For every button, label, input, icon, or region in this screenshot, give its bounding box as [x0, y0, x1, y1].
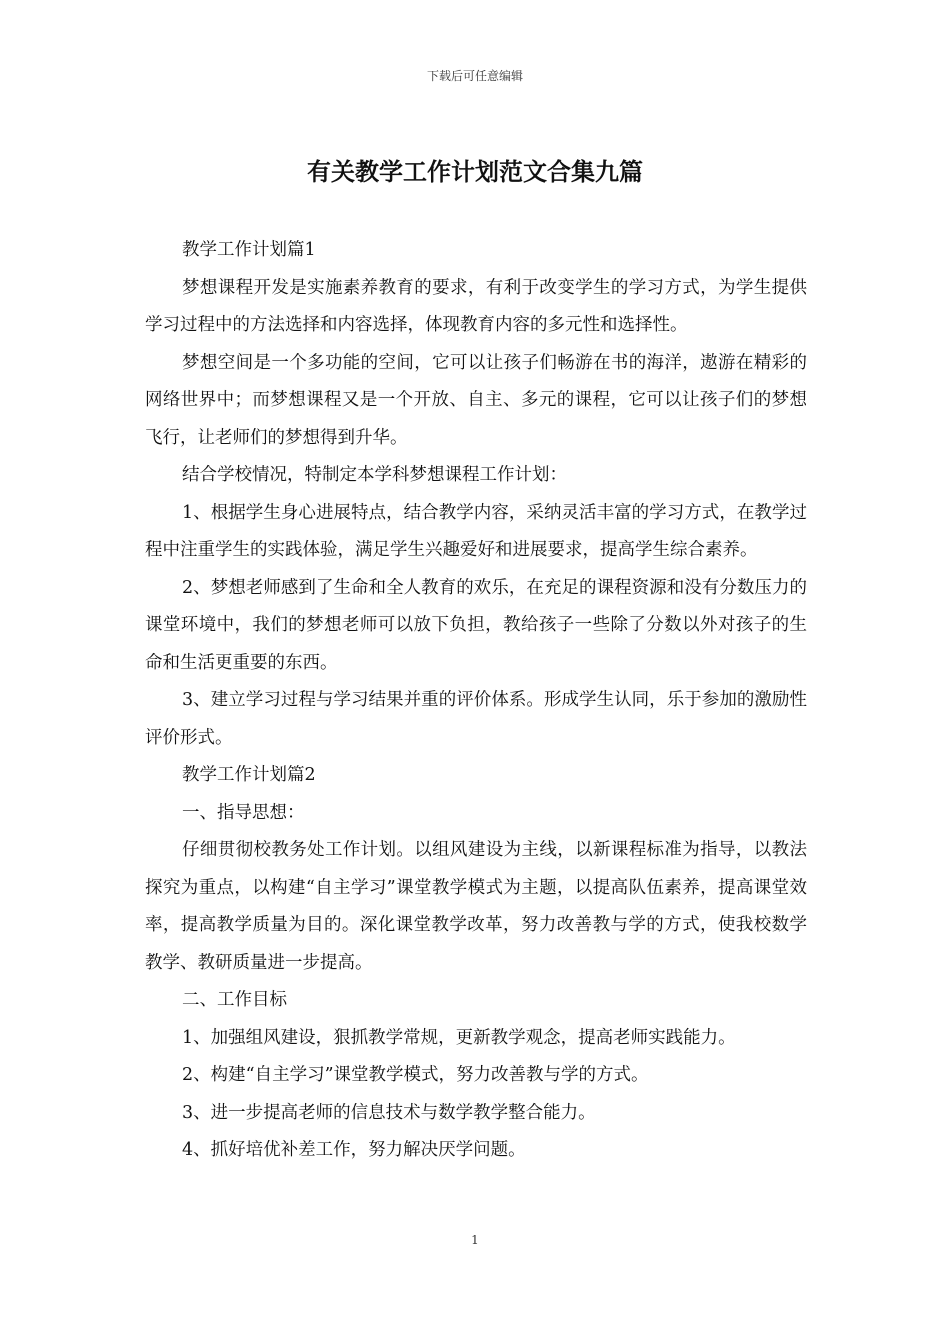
page-number: 1: [471, 1233, 479, 1247]
paragraph: 梦想空间是一个多功能的空间，它可以让孩子们畅游在书的海洋，遨游在精彩的网络世界中；而梦想课程又是一个开放、自主、多元的课程，它可以让孩子们的梦想飞行，让老师们的梦想得到升华。: [145, 352, 807, 448]
paragraph: 结合学校情况，特制定本学科梦想课程工作计划：: [182, 465, 567, 485]
list-item: 3、建立学习过程与学习结果并重的评价体系。形成学生认同，乐于参加的激励性评价形式。: [145, 690, 807, 748]
subheading: 二、工作目标: [182, 990, 287, 1010]
section-heading-2: 教学工作计划篇2: [182, 765, 316, 785]
list-item: 2、梦想老师感到了生命和全人教育的欢乐，在充足的课程资源和没有分数压力的课堂环境中，我们的梦想老师可以放下负担，教给孩子一些除了分数以外对孩子的生命和生活更重要的东西。: [145, 577, 807, 673]
subheading: 一、指导思想：: [182, 802, 305, 823]
paragraph: 仔细贯彻校教务处工作计划。以组风建设为主线，以新课程标准为指导，以教法探究为重点，以构建“自主学习”课堂教学模式为主题，以提高队伍素养，提高课堂效率，提高教学质量为目的。深化课堂教学改革，努力改善教与学的方式，使我校数学教学、教研质量进一步提高。: [145, 840, 807, 973]
list-item: 1、根据学生身心进展特点，结合教学内容，采纳灵活丰富的学习方式，在教学过程中注重学生的实践体验，满足学生兴趣爱好和进展要求，提高学生综合素养。: [145, 502, 807, 560]
paragraph: 梦想课程开发是实施素养教育的要求，有利于改变学生的学习方式，为学生提供学习过程中的方法选择和内容选择，体现教育内容的多元性和选择性。: [145, 277, 807, 335]
list-item: 2、构建“自主学习”课堂教学模式，努力改善教与学的方式。: [182, 1065, 649, 1085]
list-item: 4、抓好培优补差工作，努力解决厌学问题。: [182, 1140, 526, 1160]
header-note: 下载后可任意编辑: [426, 69, 523, 83]
list-item: 1、加强组风建设，狠抓教学常规，更新教学观念，提高老师实践能力。: [182, 1027, 736, 1048]
section-heading-1: 教学工作计划篇1: [182, 240, 316, 260]
document-body: [145, 232, 807, 1170]
list-item: 3、进一步提高老师的信息技术与数学教学整合能力。: [182, 1102, 596, 1123]
document-title: 有关教学工作计划范文合集九篇: [307, 157, 643, 186]
